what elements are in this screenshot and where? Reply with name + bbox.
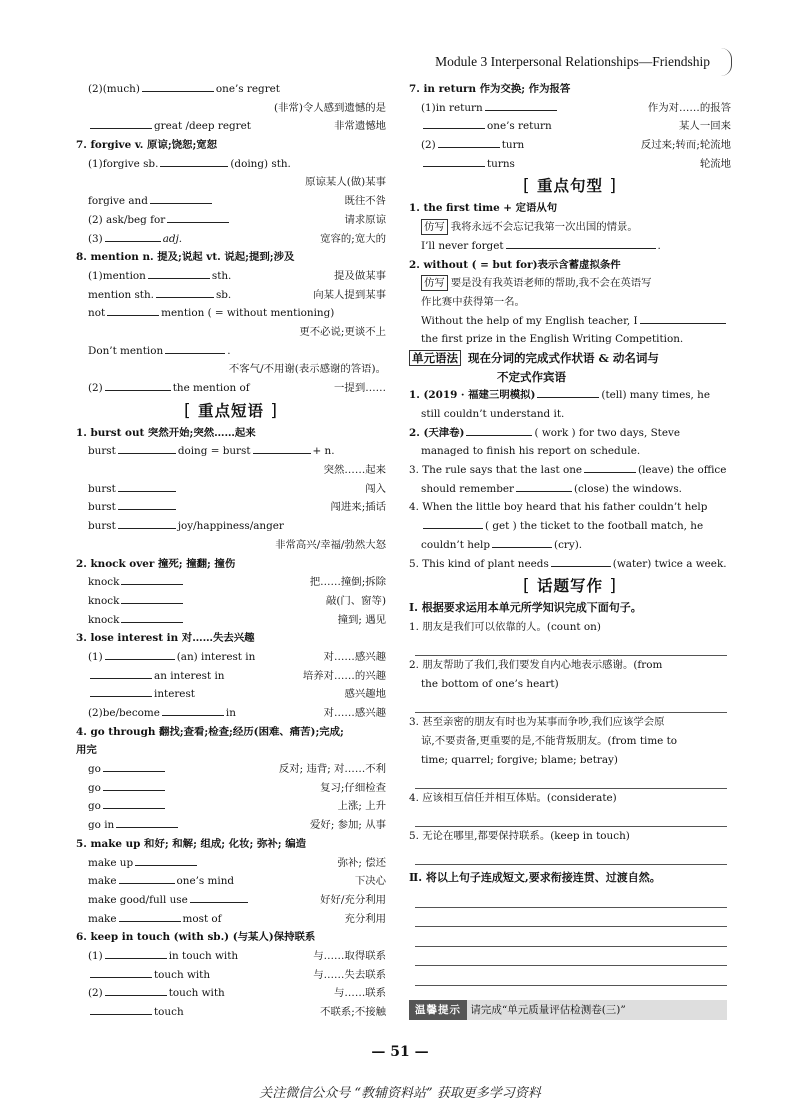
writing-prompt: 1. 朋友是我们可以依靠的人。(count on) xyxy=(409,620,601,633)
section-title-phrases: [ 重点短语 ] xyxy=(183,400,279,421)
exercise-line: couldn’t help (cry). xyxy=(409,536,731,555)
line: 作比赛中获得第一名。 xyxy=(421,295,525,308)
exercise-line: 5. This kind of plant needs (water) twice a week. xyxy=(409,555,731,574)
exercise-line: ( get ) the ticket to the football match, he xyxy=(409,517,731,536)
module-title: Module 3 Interpersonal Relationships—Friendship xyxy=(435,54,710,69)
line: (1)forgive sb. (doing) sth. xyxy=(76,155,386,174)
entry-heading: 1. the first time + 定语从句 xyxy=(409,202,558,215)
line: mention sth. sb. 向某人提到某事 xyxy=(76,286,386,305)
writing-prompt: the bottom of one’s heart) xyxy=(421,677,559,690)
exercise-line: still couldn’t understand it. xyxy=(421,408,565,420)
line: Don’t mention . xyxy=(76,342,386,361)
entry-heading: 用完 xyxy=(76,744,97,757)
entry-heading: 2. without ( = but for)表示含蓄虚拟条件 xyxy=(409,258,621,271)
answer-line[interactable] xyxy=(415,769,727,789)
line: (2) ask/beg for 请求原谅 xyxy=(76,211,386,230)
answer-line[interactable] xyxy=(415,694,727,714)
right-column xyxy=(409,80,731,1006)
answer-line[interactable] xyxy=(415,888,727,908)
line: burst joy/happiness/anger xyxy=(76,517,386,536)
line: 非常高兴/幸福/勃然大怒 xyxy=(275,538,386,551)
practice-tag: 仿写 xyxy=(421,219,448,235)
line: burst 闯进来;插话 xyxy=(76,498,386,517)
entry-heading: 2. knock over 撞死; 撞翻; 撞伤 xyxy=(76,557,236,570)
line: go 复习;仔细检查 xyxy=(76,779,386,798)
exercise-line: 4. When the little boy heard that his father couldn’t help xyxy=(409,501,708,514)
line: (1) (an) interest in 对……感兴趣 xyxy=(76,648,386,667)
entry-heading: 1. burst out 突然开始;突然……起来 xyxy=(76,426,256,439)
line: one’s return 某人一回来 xyxy=(409,117,731,136)
line: make good/full use 好好/充分利用 xyxy=(76,891,386,910)
line: make most of 充分利用 xyxy=(76,910,386,929)
page-header xyxy=(0,50,800,76)
line: I’ll never forget . xyxy=(409,237,731,256)
line: 更不必说;更谈不上 xyxy=(299,325,386,338)
line: 突然……起来 xyxy=(323,464,386,477)
reminder-bar xyxy=(409,1000,727,1020)
answer-line[interactable] xyxy=(415,637,727,657)
footer-note: 关注微信公众号 “教辅资料站” 获取更多学习资料 xyxy=(259,1086,541,1101)
page-number: — 51 — xyxy=(371,1044,429,1060)
writing-prompt: 谅,不要责备,更重要的是,不能背叛朋友。(from time to xyxy=(421,734,678,747)
answer-line[interactable] xyxy=(415,846,727,866)
line: (2)be/become in 对……感兴趣 xyxy=(76,704,386,723)
writing-prompt: 2. 朋友帮助了我们,我们要发自内心地表示感谢。(from xyxy=(409,659,663,672)
line: 仿写 我将永远不会忘记我第一次出国的情景。 xyxy=(409,218,731,237)
exercise-line: 3. The rule says that the last one (leave) the office xyxy=(409,461,731,480)
entry-heading: 8. mention n. 提及;说起 vt. 说起;提到;涉及 xyxy=(76,251,295,264)
line: 仿写 要是没有我英语老师的帮助,我不会在英语写 xyxy=(409,274,731,293)
line: knock 把……撞倒;拆除 xyxy=(76,573,386,592)
writing-prompt: time; quarrel; forgive; blame; betray) xyxy=(421,753,618,766)
line: (2) turn 反过来;转而;轮流地 xyxy=(409,136,731,155)
line: interest 感兴趣地 xyxy=(76,685,386,704)
writing-instruction: Ⅱ. 将以上句子连成短文,要求衔接连贯、过渡自然。 xyxy=(409,871,661,885)
line: go 反对; 违背; 对……不利 xyxy=(76,760,386,779)
line: knock 撞到; 遇见 xyxy=(76,611,386,630)
line: (2) touch with 与……联系 xyxy=(76,984,386,1003)
exercise-line: managed to finish his report on schedule. xyxy=(421,445,641,458)
answer-line[interactable] xyxy=(415,927,727,947)
line: knock 敲(门、窗等) xyxy=(76,592,386,611)
writing-prompt: 3. 甚至亲密的朋友有时也为某事而争吵,我们应该学会原 xyxy=(409,716,665,729)
line: great /deep regret 非常遗憾地 xyxy=(76,117,386,136)
line: make one’s mind 下决心 xyxy=(76,872,386,891)
line: turns 轮流地 xyxy=(409,155,731,174)
line: an interest in 培养对……的兴趣 xyxy=(76,667,386,686)
entry-heading: 7. in return 作为交换; 作为报答 xyxy=(409,83,571,95)
line: burst 闯入 xyxy=(76,480,386,499)
line: (2) the mention of 一提到…… xyxy=(76,379,386,398)
line: (1) in touch with 与……取得联系 xyxy=(76,947,386,966)
header-bracket-decoration xyxy=(721,48,732,76)
entry-heading: 7. forgive v. 原谅;饶恕;宽恕 xyxy=(76,139,218,152)
line: make up 弥补; 偿还 xyxy=(76,854,386,873)
section-title-sentences: [ 重点句型 ] xyxy=(522,176,618,197)
practice-tag: 仿写 xyxy=(421,275,448,291)
answer-line[interactable] xyxy=(415,966,727,986)
line: forgive and 既往不咎 xyxy=(76,192,386,211)
left-column xyxy=(76,80,386,1022)
writing-instruction: Ⅰ. 根据要求运用本单元所学知识完成下面句子。 xyxy=(409,601,642,615)
exercise-line: should remember (close) the windows. xyxy=(409,480,731,499)
writing-prompt: 5. 无论在哪里,都要保持联系。(keep in touch) xyxy=(409,830,630,843)
section-title-writing: [ 话题写作 ] xyxy=(522,576,618,597)
line: (1)mention sth. 提及做某事 xyxy=(76,267,386,286)
entry-heading: 5. make up 和好; 和解; 组成; 化妆; 弥补; 编造 xyxy=(76,837,307,850)
answer-line[interactable] xyxy=(415,908,727,928)
line: (非常)令人感到遗憾的是 xyxy=(273,101,386,114)
line: (2)(much) one’s regret xyxy=(76,80,386,99)
line: 不客气/不用谢(表示感谢的答语)。 xyxy=(228,363,386,376)
answer-line[interactable] xyxy=(415,807,727,827)
line: go 上涨; 上升 xyxy=(76,797,386,816)
reminder-text: 请完成“单元质量评估检测卷(三)” xyxy=(470,1004,626,1016)
entry-heading: 3. lose interest in 对……失去兴趣 xyxy=(76,632,255,645)
entry-heading: 6. keep in touch (with sb.) (与某人)保持联系 xyxy=(76,931,316,944)
line: 原谅某人(做)某事 xyxy=(305,176,386,189)
line: go in 爱好; 参加; 从事 xyxy=(76,816,386,835)
exercise-line: 2. (天津卷) ( work ) for two days, Steve xyxy=(409,424,731,443)
line: burst doing = burst + n. xyxy=(76,442,386,461)
line: not mention ( = without mentioning) xyxy=(76,304,386,323)
grammar-heading: 不定式作宾语 xyxy=(497,369,566,384)
entry-heading: 4. go through 翻找;查看;检查;经历(困难、痛苦);完成; xyxy=(76,725,344,738)
line: Without the help of my English teacher, I xyxy=(409,312,731,331)
answer-line[interactable] xyxy=(415,947,727,967)
writing-prompt: 4. 应该相互信任并相互体贴。(considerate) xyxy=(409,791,617,804)
grammar-heading: 单元语法 现在分词的完成式作状语 & 动名词与 xyxy=(409,349,731,368)
line: (1)in return 作为对……的报答 xyxy=(409,99,731,118)
line: the first prize in the English Writing Competition. xyxy=(421,333,684,346)
exercise-line: 1. (2019 · 福建三明模拟) (tell) many times, he xyxy=(409,386,731,405)
line: touch with 与……失去联系 xyxy=(76,966,386,985)
reminder-label: 温馨提示 xyxy=(409,1000,467,1020)
line: touch 不联系;不接触 xyxy=(76,1003,386,1022)
line: (3) adj. 宽容的;宽大的 xyxy=(76,230,386,249)
